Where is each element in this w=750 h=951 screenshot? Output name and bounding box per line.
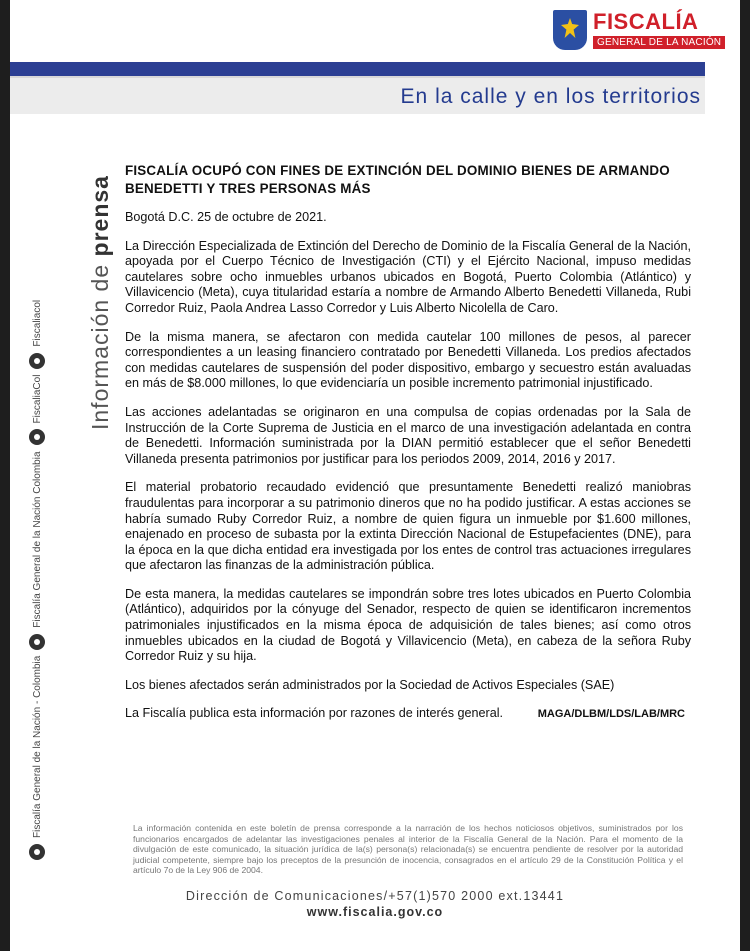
- header-banner: [10, 62, 705, 114]
- article-title: FISCALÍA OCUPÓ CON FINES DE EXTINCIÓN DEL DOMINIO BIENES DE ARMANDO BENEDETTI Y TRES PERSONAS MÁS: [125, 163, 670, 196]
- fiscalia-logo: [553, 10, 725, 50]
- social-sidebar: [26, 170, 48, 860]
- paragraph: De esta manera, la medidas cautelares se impondrán sobre tres lotes ubicados en Puerto Colombia (Atlántico), adquiridos por la cónyuge del Senador, respecto de quien se identificaron incrementos patrimoniales injustificados en la misma época de adquisición de tales bienes; así como otros inmuebles ubicados en la ciudad de Bogotá y Villavicencio (Meta), en cabeza de la señora Ruby Corredor Ruiz y su hija.: [125, 586, 691, 664]
- footer: [10, 888, 740, 920]
- section-label-bold: prensa: [87, 175, 113, 257]
- social-handle: Fiscalía General de la Nación Colombia: [31, 451, 43, 628]
- paragraph: Los bienes afectados serán administrados por la Sociedad de Activos Especiales (SAE): [125, 677, 615, 692]
- social-handle: Fiscalía General de la Nación - Colombia: [31, 655, 43, 838]
- dateline: Bogotá D.C. 25 de octubre de 2021.: [125, 210, 327, 224]
- legal-disclaimer: La información contenida en este boletín de prensa corresponde a la narración de los hechos noticiosos objetivos, suministrados por los funcionarios encargados de adelantar las investigaciones penales al interior de la Fiscalía General de la Nación. Para el momento de la divulgación de este comunicado, la situación jurídica de la(s) persona(s) relacionada(s) se encuentra pendiente de resolver por la autoridad judicial competente, siempre bajo los preceptos de la presunción de inocencia, consagrados en el artículo 29 de la Constitución Política y el artículo 7o de la Ley 906 de 2004.: [133, 823, 683, 876]
- logo-title: FISCALÍA: [593, 9, 699, 34]
- banner-slogan: En la calle y en los territorios: [10, 76, 705, 114]
- article-body: [125, 162, 691, 723]
- section-label: [82, 172, 118, 432]
- closing-text: La Fiscalía publica esta información por razones de interés general.: [125, 706, 504, 721]
- social-handle: FiscaliaCol: [31, 374, 43, 424]
- paragraph: De la misma manera, se afectaron con medida cautelar 100 millones de pesos, al parecer correspondientes a un leasing financiero contratado por Benedetti Villaneda. Los predios afectados con medidas cautelares de suspensión del poder dispositivo, embargo y secuestro están avaluadas en más de $8.000 millones, lo que evidenciaría un posible incremento patrimonial injustificado.: [125, 329, 691, 391]
- closing-line: [125, 706, 691, 723]
- section-label-light: Información de: [87, 256, 113, 430]
- shield-icon: [553, 10, 587, 50]
- paragraph: Las acciones adelantadas se originaron en una compulsa de copias ordenadas por la Sala de Instrucción de la Corte Suprema de Justicia en el marco de una investigación adelantada en contra de Benedetti. Información suministrada por la DIAN permitió establecer que el señor Benedetti Villaneda presenta patrimonios por justificar para los periodos 2009, 2014, 2016 y 2017.: [125, 404, 691, 466]
- social-handle: Fiscaliacol: [31, 299, 43, 347]
- paragraph: La Dirección Especializada de Extinción del Derecho de Dominio de la Fiscalía General de la Nación, apoyada por el Cuerpo Técnico de Investigación (CTI) y el Ejército Nacional, impuso medidas cautelares sobre ocho inmuebles urbanos ubicados en Bogotá, Puerto Colombia (Atlántico) y Villavicencio (Meta), cuya titularidad estaría a nombre de Armando Alberto Benedetti Villaneda, Rubi Corredor Ruiz, Paola Andrea Lasso Corredor y Luis Alberto Nicolella de Caro.: [125, 238, 691, 315]
- footer-contact: Dirección de Comunicaciones/+57(1)570 2000 ext.13441: [185, 889, 565, 903]
- tiktok-icon: [29, 844, 45, 860]
- footer-website: www.fiscalia.gov.co: [306, 905, 444, 919]
- author-code: MAGA/DLBM/LDS/LAB/MRC: [537, 708, 685, 721]
- paragraph: El material probatorio recaudado evidenció que presuntamente Benedetti realizó maniobras fraudulentas para incorporar a su patrimonio dineros que no ha podido justificar. A estas acciones se habría sumado Ruby Corredor Ruiz, a nombre de quien figura un inmueble por $1.600 millones, enajenado en proceso de subasta por la extinta Dirección Nacional de Estupefacientes (DNE), para la época en la que dicha entidad era investigada por los entes de control tras actuaciones irregulares que afectaron las finanzas de la administración pública.: [125, 480, 691, 573]
- twitter-icon: [29, 429, 45, 445]
- instagram-icon: [29, 353, 45, 369]
- facebook-icon: [29, 634, 45, 650]
- press-release-page: [10, 0, 740, 951]
- logo-subtitle: GENERAL DE LA NACIÓN: [593, 36, 725, 49]
